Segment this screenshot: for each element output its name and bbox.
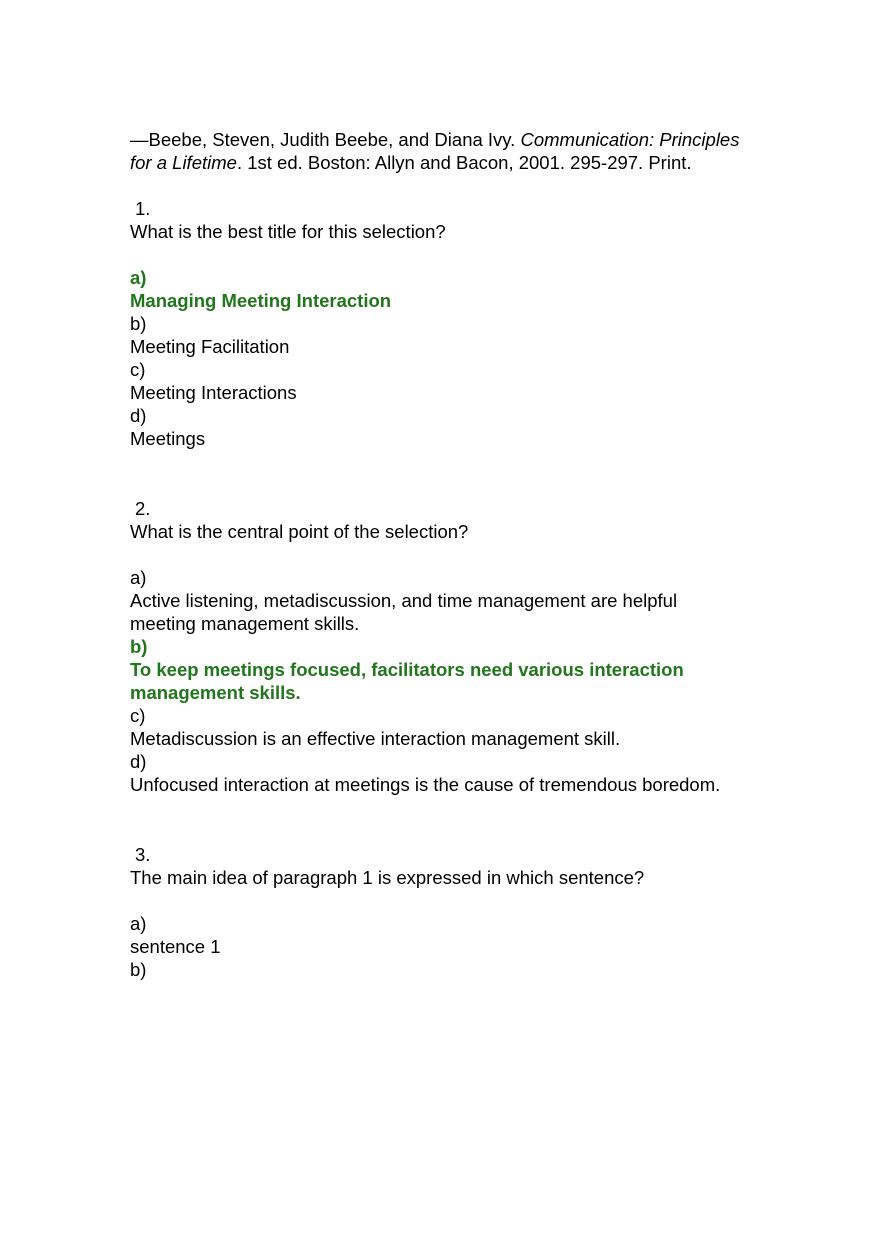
question-text: What is the central point of the selection? — [130, 521, 469, 542]
option-letter: a) — [130, 267, 147, 288]
option-d[interactable] — [130, 404, 745, 450]
question-1 — [130, 197, 745, 450]
option-letter: c) — [130, 359, 146, 380]
question-number: 3. — [135, 844, 151, 865]
option-text: sentence 1 — [130, 936, 221, 957]
option-d[interactable] — [130, 750, 745, 796]
option-text: Active listening, metadiscussion, and time management are helpful meeting management skills. — [130, 590, 678, 634]
option-a[interactable] — [130, 912, 745, 958]
option-letter: b) — [130, 313, 147, 334]
option-b[interactable] — [130, 958, 745, 981]
citation-authors: —Beebe, Steven, Judith Beebe, and Diana Ivy. — [130, 129, 521, 150]
option-text: To keep meetings focused, facilitators need various interaction management skills. — [130, 659, 684, 703]
question-number: 2. — [135, 498, 151, 519]
answer-options — [130, 266, 745, 450]
option-text: Meeting Facilitation — [130, 336, 290, 357]
option-text: Unfocused interaction at meetings is the cause of tremendous boredom. — [130, 774, 721, 795]
option-text: Meetings — [130, 428, 206, 449]
answer-options — [130, 566, 745, 796]
option-letter: c) — [130, 705, 146, 726]
option-b[interactable] — [130, 312, 745, 358]
question-text: The main idea of paragraph 1 is expressed in which sentence? — [130, 867, 645, 888]
option-letter: a) — [130, 913, 147, 934]
option-text: Managing Meeting Interaction — [130, 290, 392, 311]
question-number: 1. — [135, 198, 151, 219]
option-a[interactable] — [130, 566, 745, 635]
option-text: Metadiscussion is an effective interaction management skill. — [130, 728, 621, 749]
question-text: What is the best title for this selection? — [130, 221, 446, 242]
citation-title: Communication: Principles for a Lifetime — [130, 129, 740, 173]
document-content — [130, 128, 745, 981]
option-letter: b) — [130, 636, 148, 657]
option-a-correct[interactable] — [130, 266, 745, 312]
option-letter: a) — [130, 567, 147, 588]
citation — [130, 128, 745, 174]
option-letter: d) — [130, 751, 147, 772]
option-letter: b) — [130, 959, 147, 980]
question-2 — [130, 497, 745, 796]
option-c[interactable] — [130, 704, 745, 750]
answer-options — [130, 912, 745, 981]
option-text: Meeting Interactions — [130, 382, 297, 403]
citation-publication: . 1st ed. Boston: Allyn and Bacon, 2001. 295-297. Print. — [236, 152, 692, 173]
question-3 — [130, 843, 745, 981]
option-letter: d) — [130, 405, 147, 426]
option-b-correct[interactable] — [130, 635, 745, 704]
option-c[interactable] — [130, 358, 745, 404]
